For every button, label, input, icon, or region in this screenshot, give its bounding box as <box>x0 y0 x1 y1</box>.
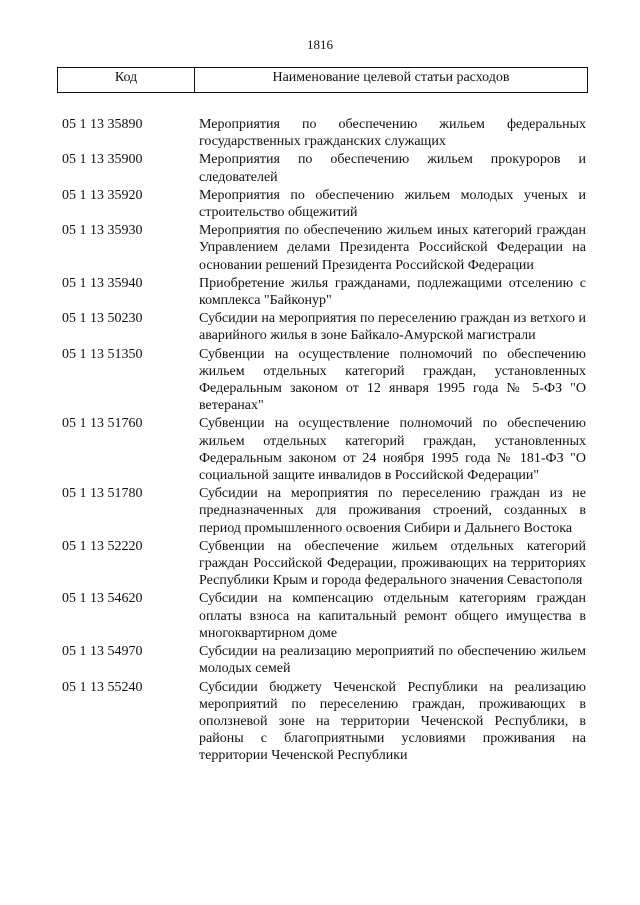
row-code: 05 1 13 35920 <box>62 187 143 203</box>
table-row <box>62 643 586 677</box>
row-code: 05 1 13 54620 <box>62 591 143 607</box>
row-name: Субвенции на обеспечение жильем отдельных категорий граждан Российской Федерации, проживающих на территориях Республики Крым и города федерального значения Севастополя <box>199 538 586 589</box>
table-row <box>62 415 586 484</box>
row-code: 05 1 13 51350 <box>62 346 143 362</box>
header-code: Код <box>58 68 195 92</box>
row-code: 05 1 13 52220 <box>62 538 143 554</box>
header-name: Наименование целевой статьи расходов <box>272 70 510 85</box>
row-code: 05 1 13 35900 <box>62 152 143 168</box>
table-header <box>57 67 588 93</box>
row-code: 05 1 13 54970 <box>62 644 143 660</box>
table-row <box>62 346 586 415</box>
row-name: Субвенции на осуществление полномочий по обеспечению жильем отдельных категорий граждан, установленных Федеральным законом от 24 ноября 1995 года № 181-ФЗ "О социальной защите инвалидов в Российской Федерации" <box>199 416 586 484</box>
table-row <box>62 275 586 309</box>
row-name: Субсидии на компенсацию отдельным категориям граждан оплаты взноса на капитальный ремонт общего имущества в многоквартирном доме <box>199 591 586 641</box>
row-code: 05 1 13 55240 <box>62 679 143 695</box>
table-row <box>62 187 586 221</box>
table-row <box>62 590 586 642</box>
row-name: Субсидии на мероприятия по переселению граждан из ветхого и аварийного жилья в зоне Байкало-Амурской магистрали <box>199 311 586 344</box>
row-name: Приобретение жилья гражданами, подлежащими отселению с комплекса "Байконур" <box>199 275 586 309</box>
row-code: 05 1 13 50230 <box>62 311 143 327</box>
row-name: Субвенции на осуществление полномочий по обеспечению жильем отдельных категорий граждан, установленных Федеральным законом от 12 января 1995 года № 5-ФЗ "О ветеранах" <box>199 346 586 414</box>
table-row <box>62 310 586 344</box>
table-row <box>62 538 586 590</box>
row-name: Мероприятия по обеспечению жильем иных категорий граждан Управлением делами Президента Российской Федерации на основании решений Президента Российской Федерации <box>199 223 586 273</box>
row-code: 05 1 13 35890 <box>62 117 143 132</box>
row-name: Мероприятия по обеспечению жильем молодых ученых и строительство общежитий <box>199 187 586 221</box>
table-row <box>62 222 586 274</box>
row-code: 05 1 13 35930 <box>62 223 143 239</box>
row-code: 05 1 13 35940 <box>62 275 143 291</box>
row-name: Мероприятия по обеспечению жильем федеральных государственных гражданских служащих <box>199 117 586 150</box>
row-code: 05 1 13 51760 <box>62 416 143 432</box>
row-name: Субсидии бюджету Чеченской Республики на реализацию мероприятий по переселению граждан, проживающих в оползневой зоне на территории Чеченской Республики, в районы с благоприятными условиями проживания на территории Чеченской Республики <box>199 679 586 764</box>
row-name: Субсидии на мероприятия по переселению граждан из не предназначенных для проживания строений, созданных в период промышленного освоения Сибири и Дальнего Востока <box>199 486 586 536</box>
table-row <box>62 485 586 537</box>
table-row <box>62 151 586 185</box>
row-name: Субсидии на реализацию мероприятий по обеспечению жильем молодых семей <box>199 644 586 677</box>
table-row <box>62 679 586 765</box>
table-row <box>62 116 586 150</box>
page-number: 1816 <box>307 37 333 52</box>
row-name: Мероприятия по обеспечению жильем прокуроров и следователей <box>199 152 586 185</box>
table-body <box>62 116 586 766</box>
row-code: 05 1 13 51780 <box>62 486 143 502</box>
